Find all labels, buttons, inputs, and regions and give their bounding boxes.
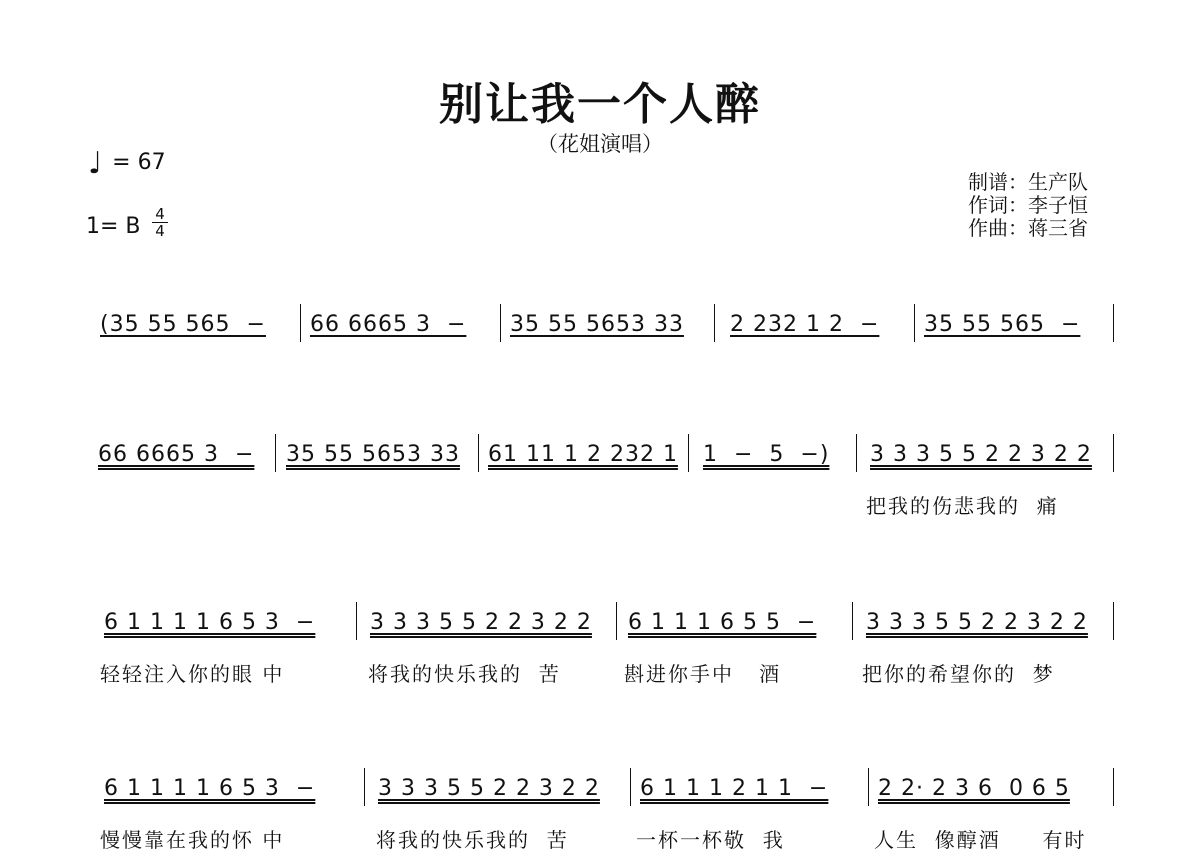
measure: 6 1 1 1 6 5 5 − <box>628 610 817 635</box>
measure: 3 3 3 5 5 2 2 3 2 2 <box>378 776 600 801</box>
measure: 61 11 1 2 232 1 <box>488 442 678 467</box>
barline <box>714 304 715 342</box>
tempo-marking <box>88 146 166 181</box>
barline <box>356 602 357 640</box>
barline <box>1113 304 1114 342</box>
time-signature <box>152 207 168 238</box>
lyric-line: 一杯一杯敬 我 <box>636 828 785 852</box>
measure: 35 55 565 − <box>924 312 1081 337</box>
barline <box>1113 602 1114 640</box>
lyricist-credit: 作词：李子恒 <box>968 193 1088 217</box>
measure: 3 3 3 5 5 2 2 3 2 2 <box>370 610 592 635</box>
key-signature: 1= B <box>86 214 141 239</box>
barline <box>856 434 857 472</box>
barline <box>868 768 869 806</box>
lyric-line: 轻轻注入你的眼 中 <box>100 662 285 686</box>
score-row-1 <box>0 312 1200 402</box>
measure: 2 2· 2 3 6 0 6 5 <box>878 776 1070 801</box>
measure: 6 1 1 1 1 6 5 3 − <box>104 610 316 635</box>
credits <box>968 171 1088 240</box>
barline <box>364 768 365 806</box>
measure: 2 232 1 2 − <box>730 312 880 337</box>
lyric-line: 将我的快乐我的 苦 <box>376 828 569 852</box>
composer-credit: 作曲：蒋三省 <box>968 216 1088 240</box>
time-signature-top: 4 <box>155 205 165 223</box>
barline <box>688 434 689 472</box>
lyric-line: 将我的快乐我的 苦 <box>368 662 561 686</box>
barline <box>630 768 631 806</box>
barline <box>1113 768 1114 806</box>
time-signature-bottom: 4 <box>155 222 165 240</box>
measure: 66 6665 3 − <box>98 442 255 467</box>
lyric-line: 把你的希望你的 梦 <box>862 662 1055 686</box>
measure: 6 1 1 1 2 1 1 − <box>640 776 829 801</box>
barline <box>300 304 301 342</box>
tempo-value: = 67 <box>112 150 166 175</box>
measure: 35 55 5653 33 <box>510 312 684 337</box>
score-row-3 <box>0 610 1200 700</box>
measure: 66 6665 3 − <box>310 312 467 337</box>
song-title: 别让我一个人醉 <box>439 79 761 130</box>
barline <box>852 602 853 640</box>
barline <box>478 434 479 472</box>
lyric-line: 斟进你手中 酒 <box>624 662 782 686</box>
lyric-line: 慢慢靠在我的怀 中 <box>100 828 285 852</box>
measure: (35 55 565 − <box>100 312 266 337</box>
arranger-credit: 制谱：生产队 <box>968 170 1088 194</box>
measure: 3 3 3 5 5 2 2 3 2 2 <box>866 610 1088 635</box>
song-subtitle: （花姐演唱） <box>537 132 663 156</box>
measure: 35 55 5653 33 <box>286 442 460 467</box>
measure: 3 3 3 5 5 2 2 3 2 2 <box>870 442 1092 467</box>
measure: 1 − 5 −) <box>703 442 830 467</box>
barline <box>616 602 617 640</box>
barline <box>500 304 501 342</box>
score-row-2 <box>0 442 1200 532</box>
lyric-line: 把我的伤悲我的 痛 <box>866 494 1059 518</box>
measure: 6 1 1 1 1 6 5 3 − <box>104 776 316 801</box>
lyric-line: 人生 像醇酒 有时 <box>874 828 1087 852</box>
barline <box>914 304 915 342</box>
quarter-note-icon: ♩ <box>88 146 103 181</box>
barline <box>275 434 276 472</box>
barline <box>1113 434 1114 472</box>
score-row-4 <box>0 776 1200 866</box>
